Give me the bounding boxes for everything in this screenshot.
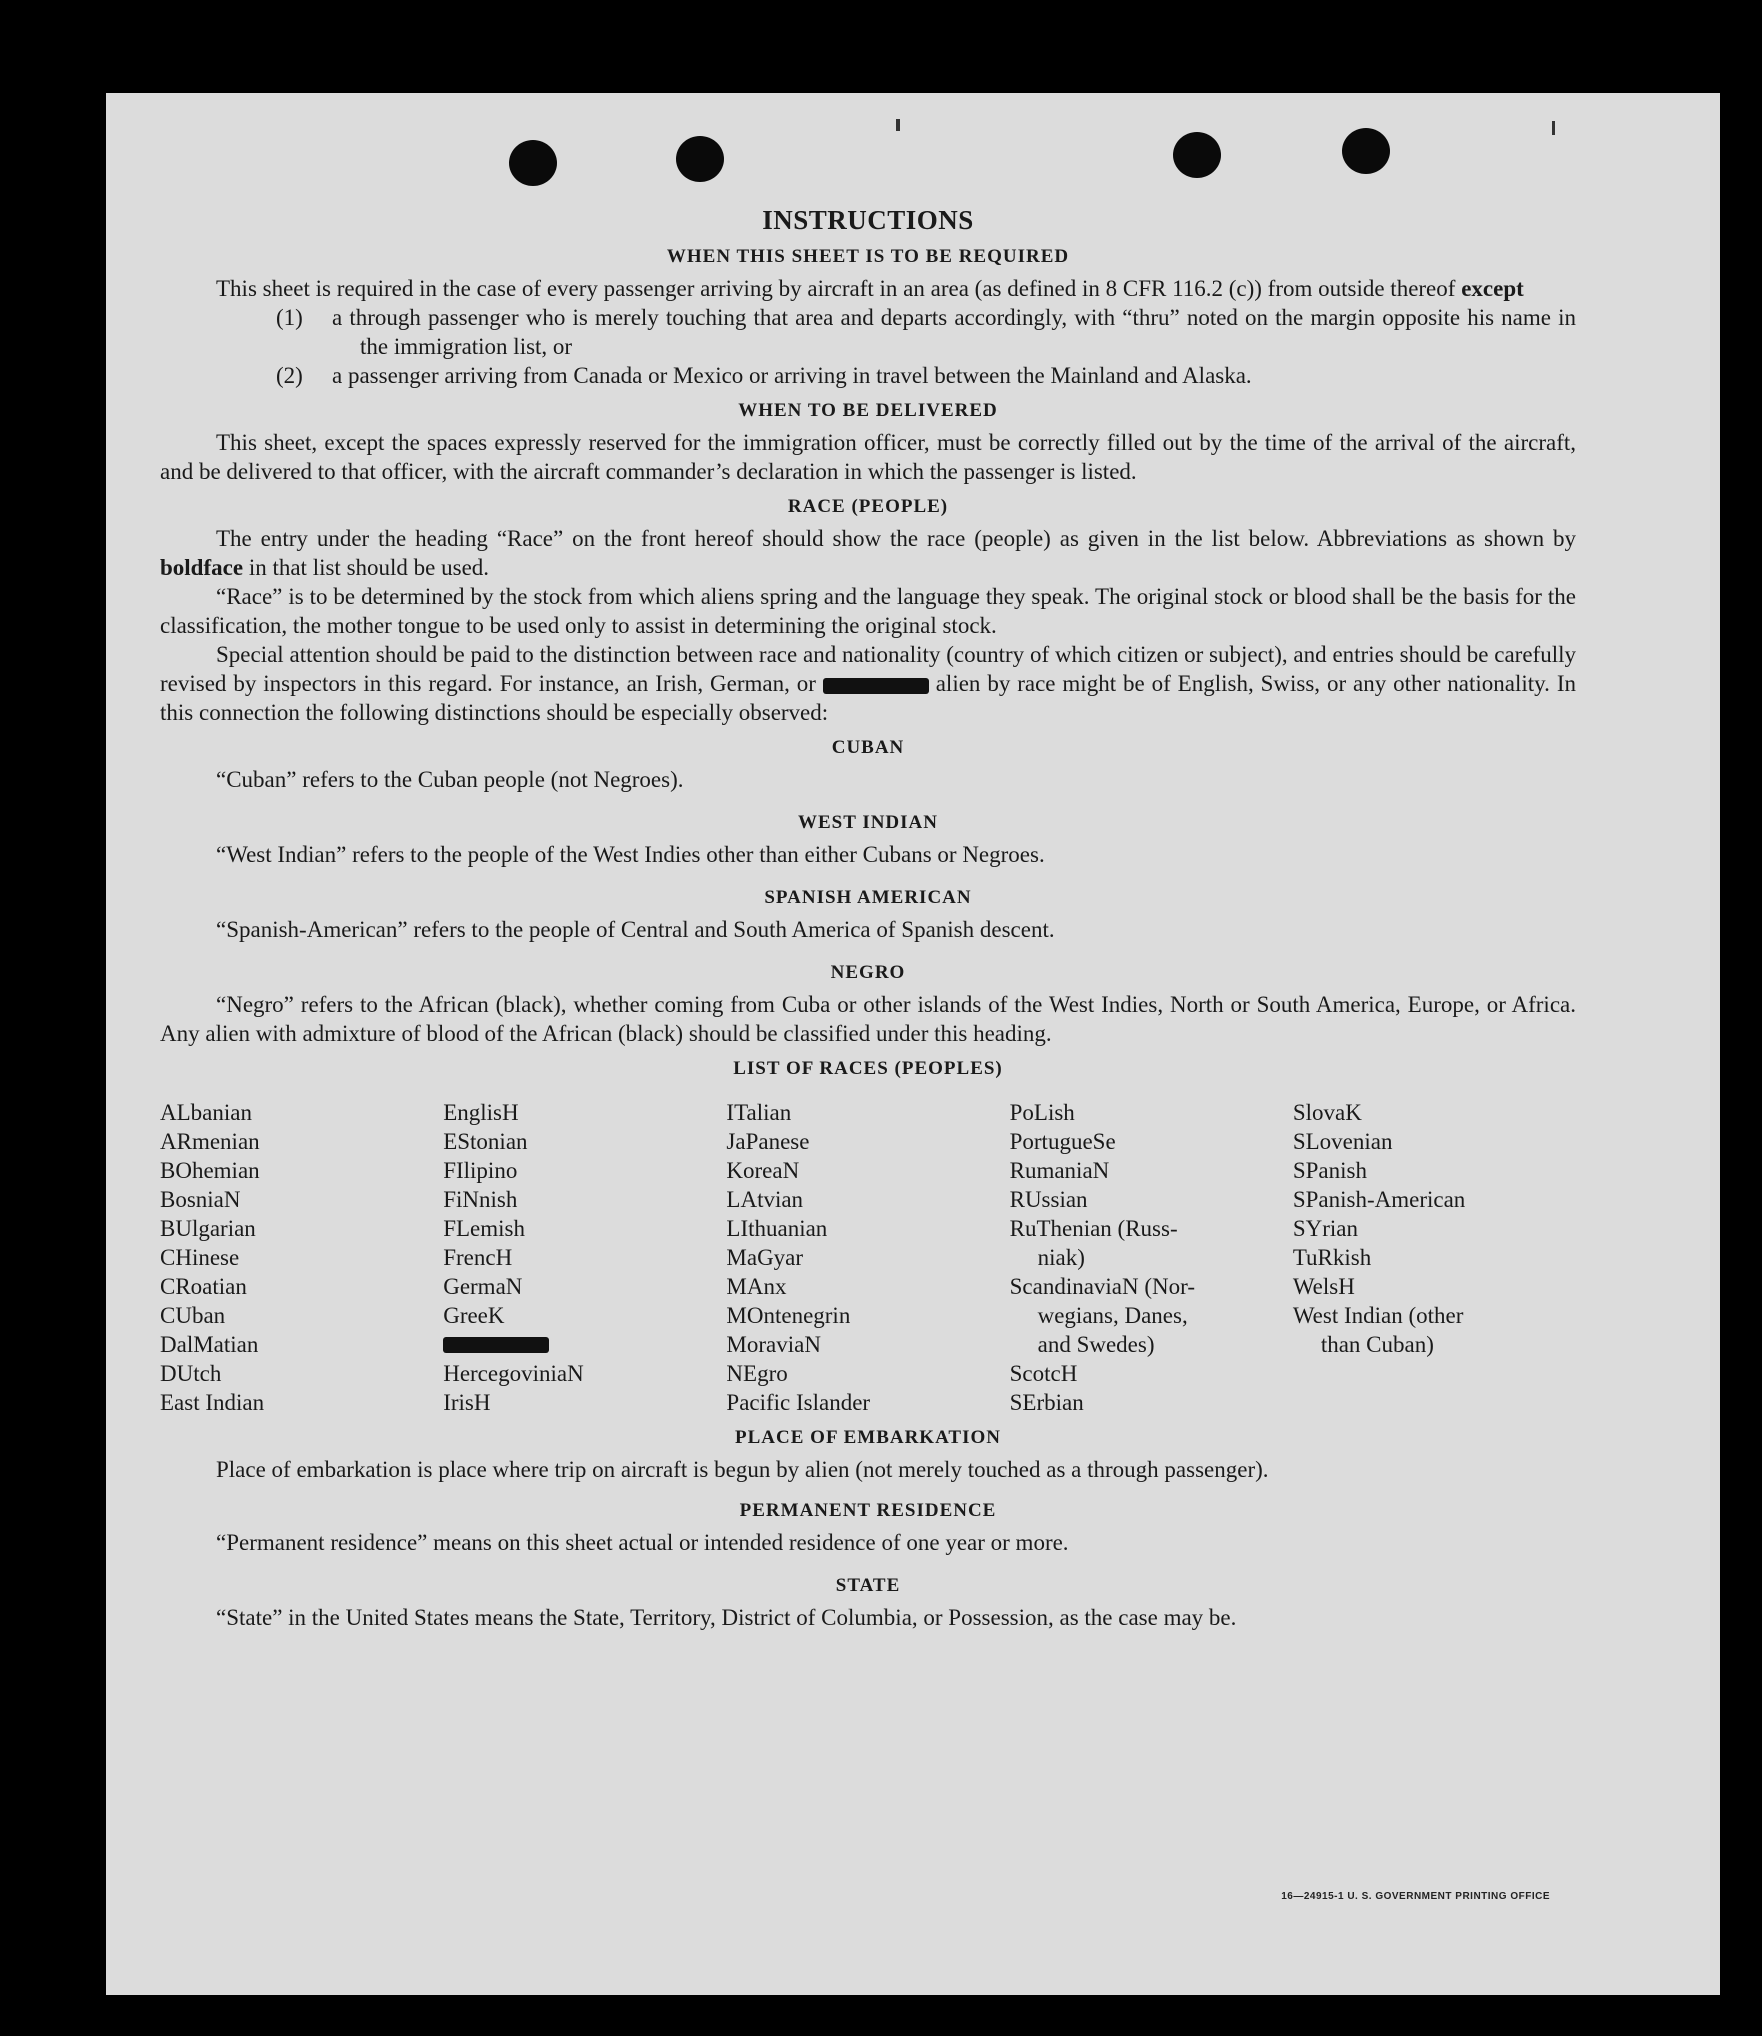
race-entry: MOntenegrin — [726, 1303, 851, 1328]
section-heading: NEGRO — [830, 962, 906, 983]
race-entry: ScandinaviaN (Nor- — [1009, 1274, 1196, 1299]
race-entry: HercegoviniaN — [443, 1361, 584, 1386]
race-entry: East Indian — [160, 1390, 265, 1415]
section-heading: PLACE OF EMBARKATION — [735, 1427, 1001, 1448]
race-entry: NEgro — [726, 1361, 788, 1386]
race-paragraph: “Race” is to be determined by the stock from which aliens spring and the language they speak. The original stock or blood shall be the basis for the classification, the mother tongue to be used only to assist in determining the original stock. — [160, 584, 1576, 638]
ink-speck — [896, 119, 900, 131]
races-column-4 — [1010, 1098, 1293, 1417]
race-entry: BOhemian — [160, 1158, 260, 1183]
race-entry: CHinese — [160, 1245, 240, 1270]
west-indian-text: “West Indian” refers to the people of the West Indies other than either Cubans or Negroes. — [216, 842, 1045, 867]
race-entry-continued: and Swedes) — [1037, 1332, 1155, 1357]
race-entry: ITalian — [726, 1100, 792, 1125]
redaction-mark — [443, 1337, 549, 1353]
race-entry: EnglisH — [443, 1100, 519, 1125]
race-entry: RumaniaN — [1009, 1158, 1110, 1183]
embarkation-text: Place of embarkation is place where trip on aircraft is begun by alien (not merely touched as a through passenger). — [216, 1457, 1269, 1482]
race-entry: KoreaN — [726, 1158, 800, 1183]
document-sheet — [106, 93, 1720, 1995]
race-entry: TuRkish — [1292, 1245, 1372, 1270]
section-heading: WEST INDIAN — [798, 812, 938, 833]
race-entry: FiNnish — [443, 1187, 518, 1212]
instructions-content — [160, 205, 1576, 1632]
race-entry: PortugueSe — [1009, 1129, 1116, 1154]
race-entry: RuThenian (Russ- — [1009, 1216, 1178, 1241]
race-entry: SLovenian — [1292, 1129, 1393, 1154]
race-entry: SErbian — [1009, 1390, 1084, 1415]
race-entry: ALbanian — [160, 1100, 252, 1125]
race-entry: IrisH — [443, 1390, 491, 1415]
race-entry: BosniaN — [160, 1187, 241, 1212]
redaction-mark — [823, 678, 929, 694]
page-title: INSTRUCTIONS — [762, 205, 974, 235]
race-entry-continued: niak) — [1037, 1245, 1085, 1270]
race-entry: West Indian (other — [1292, 1303, 1464, 1328]
race-entry: LAtvian — [726, 1187, 804, 1212]
race-entry: GermaN — [443, 1274, 523, 1299]
race-entry: FLemish — [443, 1216, 525, 1241]
race-entry: FIlipino — [443, 1158, 518, 1183]
race-entry: BUlgarian — [160, 1216, 256, 1241]
race-entry: CRoatian — [160, 1274, 247, 1299]
printer-imprint: 16—24915-1 U. S. GOVERNMENT PRINTING OFFICE — [1281, 1891, 1550, 1902]
cuban-text: “Cuban” refers to the Cuban people (not Negroes). — [216, 767, 684, 792]
race-entry: EStonian — [443, 1129, 528, 1154]
redacted-race-entry — [443, 1330, 726, 1359]
section-heading: LIST OF RACES (PEOPLES) — [733, 1058, 1003, 1079]
race-entry: SlovaK — [1292, 1100, 1362, 1125]
race-entry: MoraviaN — [726, 1332, 821, 1357]
section-heading: SPANISH AMERICAN — [764, 887, 972, 908]
race-entry-continued: wegians, Danes, — [1037, 1303, 1188, 1328]
section-heading: WHEN TO BE DELIVERED — [738, 400, 998, 421]
race-entry: GreeK — [443, 1303, 505, 1328]
race-entry-continued: than Cuban) — [1320, 1332, 1434, 1357]
races-list — [160, 1098, 1576, 1417]
required-intro: This sheet is required in the case of every passenger arriving by aircraft in an area (as defined in 8 CFR 116.2 (c)) from outside thereof except — [216, 276, 1524, 301]
races-column-2 — [443, 1098, 726, 1417]
races-column-5 — [1293, 1098, 1576, 1417]
section-heading: CUBAN — [831, 737, 905, 758]
exception-item: (2) a passenger arriving from Canada or Mexico or arriving in travel between the Mainland and Alaska. — [276, 363, 1252, 388]
spanish-american-text: “Spanish-American” refers to the people of Central and South America of Spanish descent. — [216, 917, 1055, 942]
race-entry: SYrian — [1292, 1216, 1358, 1241]
punch-hole — [676, 136, 724, 182]
race-entry: LIthuanian — [726, 1216, 828, 1241]
race-entry: MaGyar — [726, 1245, 804, 1270]
race-entry: JaPanese — [726, 1129, 810, 1154]
race-entry: SPanish — [1292, 1158, 1367, 1183]
race-entry: WelsH — [1292, 1274, 1355, 1299]
section-heading: PERMANENT RESIDENCE — [739, 1500, 997, 1521]
punch-hole — [1342, 128, 1390, 174]
race-entry: DUtch — [160, 1361, 222, 1386]
negro-text: “Negro” refers to the African (black), whether coming from Cuba or other islands of the West Indies, North or South America, Europe, or Africa. Any alien with admixture of blood of the African (black) should be classified under this heading. — [160, 992, 1576, 1046]
exception-item: (1) a through passenger who is merely touching that area and departs accordingly, with “thru” noted on the margin opposite his name in the immigration list, or — [276, 305, 1576, 359]
section-heading: RACE (PEOPLE) — [787, 496, 949, 517]
race-entry: SPanish-American — [1292, 1187, 1466, 1212]
race-entry: CUban — [160, 1303, 226, 1328]
race-paragraph: The entry under the heading “Race” on the front hereof should show the race (people) as given in the list below. Abbreviations as shown by boldface in that list should be used. — [160, 526, 1576, 580]
race-paragraph: Special attention should be paid to the distinction between race and nationality (country of which citizen or subject), and entries should be carefully revised by inspectors in this regard. For instance, an Irish, German, or alien by race might be of English, Swiss, or any other nationality. In this connection the following distinctions should be especially observed: — [160, 642, 1576, 725]
races-column-1 — [160, 1098, 443, 1417]
section-heading: WHEN THIS SHEET IS TO BE REQUIRED — [666, 246, 1070, 267]
race-entry: ScotcH — [1009, 1361, 1078, 1386]
punch-hole — [1173, 132, 1221, 178]
state-text: “State” in the United States means the State, Territory, District of Columbia, or Possession, as the case may be. — [216, 1605, 1237, 1630]
race-entry: FrencH — [443, 1245, 513, 1270]
residence-text: “Permanent residence” means on this sheet actual or intended residence of one year or more. — [216, 1530, 1069, 1555]
race-entry: RUssian — [1009, 1187, 1088, 1212]
section-heading: STATE — [835, 1575, 901, 1596]
race-entry: PoLish — [1009, 1100, 1075, 1125]
races-column-3 — [726, 1098, 1009, 1417]
race-entry: DalMatian — [160, 1332, 259, 1357]
race-entry: ARmenian — [160, 1129, 260, 1154]
race-entry: Pacific Islander — [726, 1390, 871, 1415]
delivered-text: This sheet, except the spaces expressly reserved for the immigration officer, must be correctly filled out by the time of the arrival of the aircraft, and be delivered to that officer, with the aircraft commander’s declaration in which the passenger is listed. — [160, 430, 1576, 484]
race-entry: MAnx — [726, 1274, 787, 1299]
punch-hole — [509, 140, 557, 186]
ink-speck — [1552, 121, 1555, 135]
